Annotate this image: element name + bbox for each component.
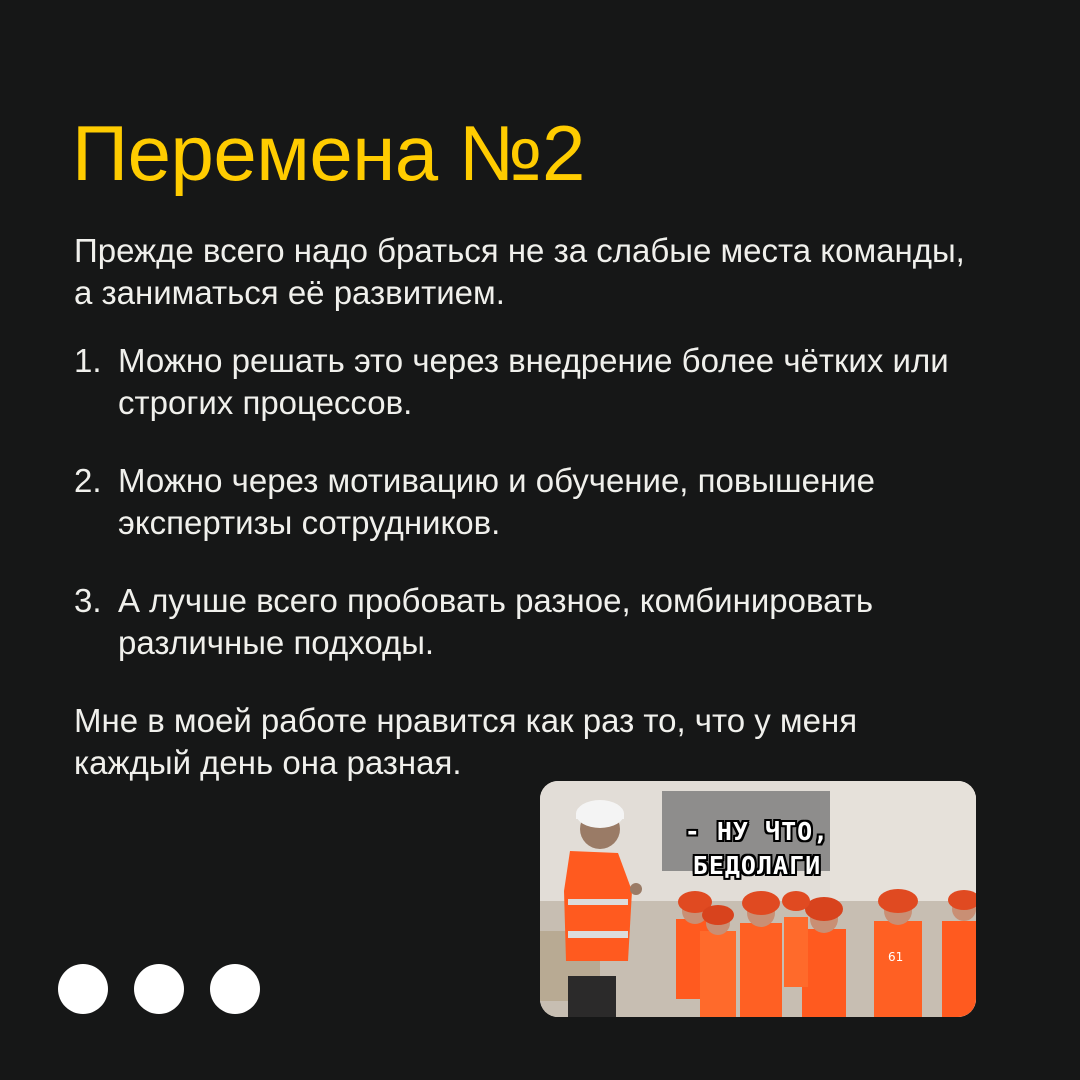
list-item-number: 1. — [74, 342, 102, 379]
list-item-text: Можно через мотивацию и обучение, повышение экспертизы сотрудников. — [118, 462, 875, 541]
outro-paragraph: Мне в моей работе нравится как раз то, что у меня каждый день она разная. — [74, 702, 858, 781]
slide-title: Перемена №2 — [72, 109, 585, 197]
intro-paragraph: Прежде всего надо браться не за слабые места команды, а заниматься её развитием. — [74, 232, 965, 311]
vest-number: 61 — [888, 950, 904, 964]
meme-caption — [652, 815, 862, 883]
meme-image — [540, 781, 976, 1017]
list-item — [74, 460, 1004, 544]
list-item-text: Можно решать это через внедрение более чётких или строгих процессов. — [118, 342, 949, 421]
pagination-dot — [210, 964, 260, 1014]
list-item-number: 2. — [74, 462, 102, 499]
list-item-number: 3. — [74, 582, 102, 619]
pagination-dots — [58, 964, 260, 1014]
pagination-dot — [134, 964, 184, 1014]
meme-caption-line-1: - НУ ЧТО, — [684, 817, 830, 846]
list-item-text: А лучше всего пробовать разное, комбинировать различные подходы. — [118, 582, 874, 661]
pagination-dot — [58, 964, 108, 1014]
list-item — [74, 340, 1004, 424]
list-item — [74, 580, 1004, 664]
numbered-list — [74, 340, 1004, 700]
meme-caption-line-2: БЕДОЛАГИ — [692, 851, 822, 880]
